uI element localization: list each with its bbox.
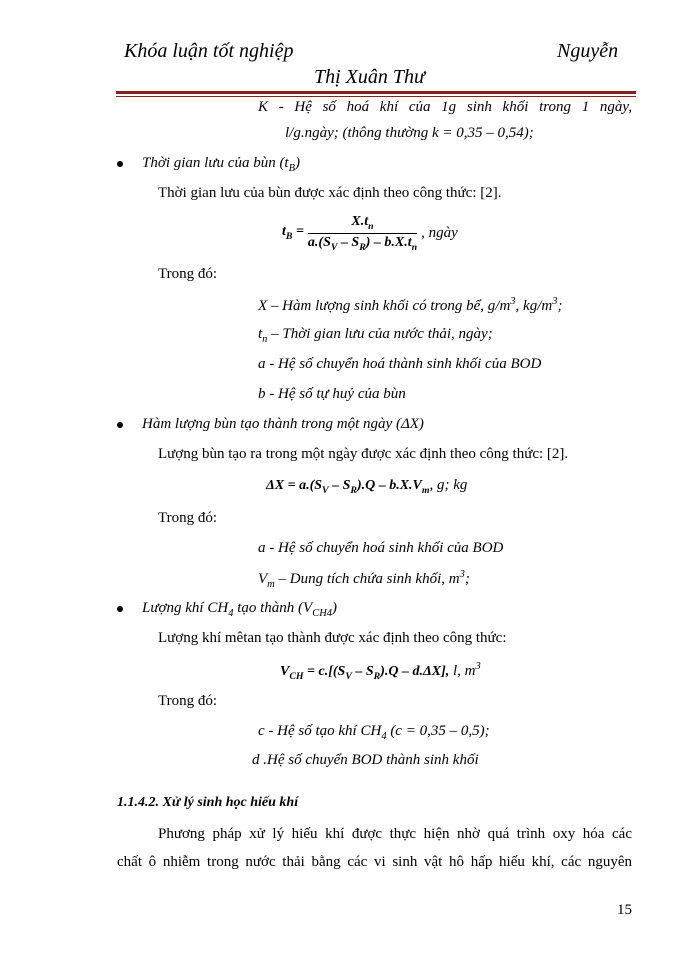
bullet-icon bbox=[117, 422, 123, 428]
header-rule-thick bbox=[116, 91, 636, 94]
bullet-icon bbox=[117, 606, 123, 612]
k-definition-line1: K - Hệ số hoá khí của 1g sinh khối trong 1 ngày, bbox=[258, 99, 632, 115]
paragraph-line-1: Phương pháp xử lý hiếu khí được thực hiện nhờ quá trình oxy hóa các bbox=[158, 826, 632, 842]
definition-tn: $t_n$ – Thời gian lưu của nước thải, ngày; bbox=[258, 326, 493, 345]
definition-a-2: a - Hệ số chuyển hoá sinh khối của BOD bbox=[258, 540, 504, 556]
page-number: 15 bbox=[617, 902, 632, 918]
bullet-icon bbox=[117, 161, 123, 167]
where-label-2: Trong đó: bbox=[158, 510, 218, 526]
bullet2-intro: Lượng bùn tạo ra trong một ngày được xác định theo công thức: [2]. bbox=[158, 446, 569, 462]
bullet1-intro: Thời gian lưu của bùn được xác định theo công thức: [2]. bbox=[158, 185, 502, 201]
definition-x: X – Hàm lượng sinh khối có trong bể, $g/m^3$, $kg/m^3$; bbox=[258, 296, 563, 314]
definition-a: a - Hệ số chuyển hoá thành sinh khối của BOD bbox=[258, 356, 542, 372]
header-second-line: Thị Xuân Thư bbox=[314, 66, 425, 88]
k-definition-line2: l/g.ngày; (thông thường k = 0,35 – 0,54); bbox=[285, 125, 534, 141]
definition-c: c - Hệ số tạo khí $CH_4$ (c = 0,35 – 0,5); bbox=[258, 723, 490, 742]
definition-vm: $V_m$ – Dung tích chứa sinh khối, $m^3$; bbox=[258, 569, 470, 590]
header-rule-thin bbox=[116, 96, 636, 97]
bullet3-intro: Lượng khí mêtan tạo thành được xác định theo công thức: bbox=[158, 630, 507, 646]
header-right: Nguyễn bbox=[557, 40, 619, 62]
equation-sludge-production: $\Delta X = a.(S_V - S_R).Q - b.X.V_m$, g; kg bbox=[266, 477, 468, 496]
where-label-1: Trong đó: bbox=[158, 266, 218, 282]
definition-d: d .Hệ số chuyển BOD thành sinh khối bbox=[252, 752, 479, 768]
equation-sludge-retention-time: $t_B$ = $\frac{X.t_n}{a.(S_V - S_R) - b.X.t_n}$ , ngày bbox=[282, 214, 458, 253]
equation-methane-production: $V_{CH} = c.[(S_V - S_R).Q - d.\Delta X]$, l, $m^3$ bbox=[280, 661, 481, 682]
where-label-3: Trong đó: bbox=[158, 693, 218, 709]
header-left: Khóa luận tốt nghiệp bbox=[124, 40, 294, 62]
definition-b: b - Hệ số tự huỷ của bùn bbox=[258, 386, 406, 402]
bullet1-title: Thời gian lưu của bùn $(t_B)$ bbox=[142, 155, 301, 174]
section-heading: 1.1.4.2. Xử lý sinh học hiếu khí bbox=[117, 795, 299, 810]
bullet3-title: Lượng khí $CH_4$ tạo thành $(V_{CH4})$ bbox=[142, 600, 338, 619]
paragraph-line-2: chất ô nhiễm trong nước thải bằng các vi sinh vật hô hấp hiếu khí, các nguyên bbox=[117, 854, 632, 870]
bullet2-title: Hàm lượng bùn tạo thành trong một ngày (ΔX) bbox=[142, 416, 424, 432]
